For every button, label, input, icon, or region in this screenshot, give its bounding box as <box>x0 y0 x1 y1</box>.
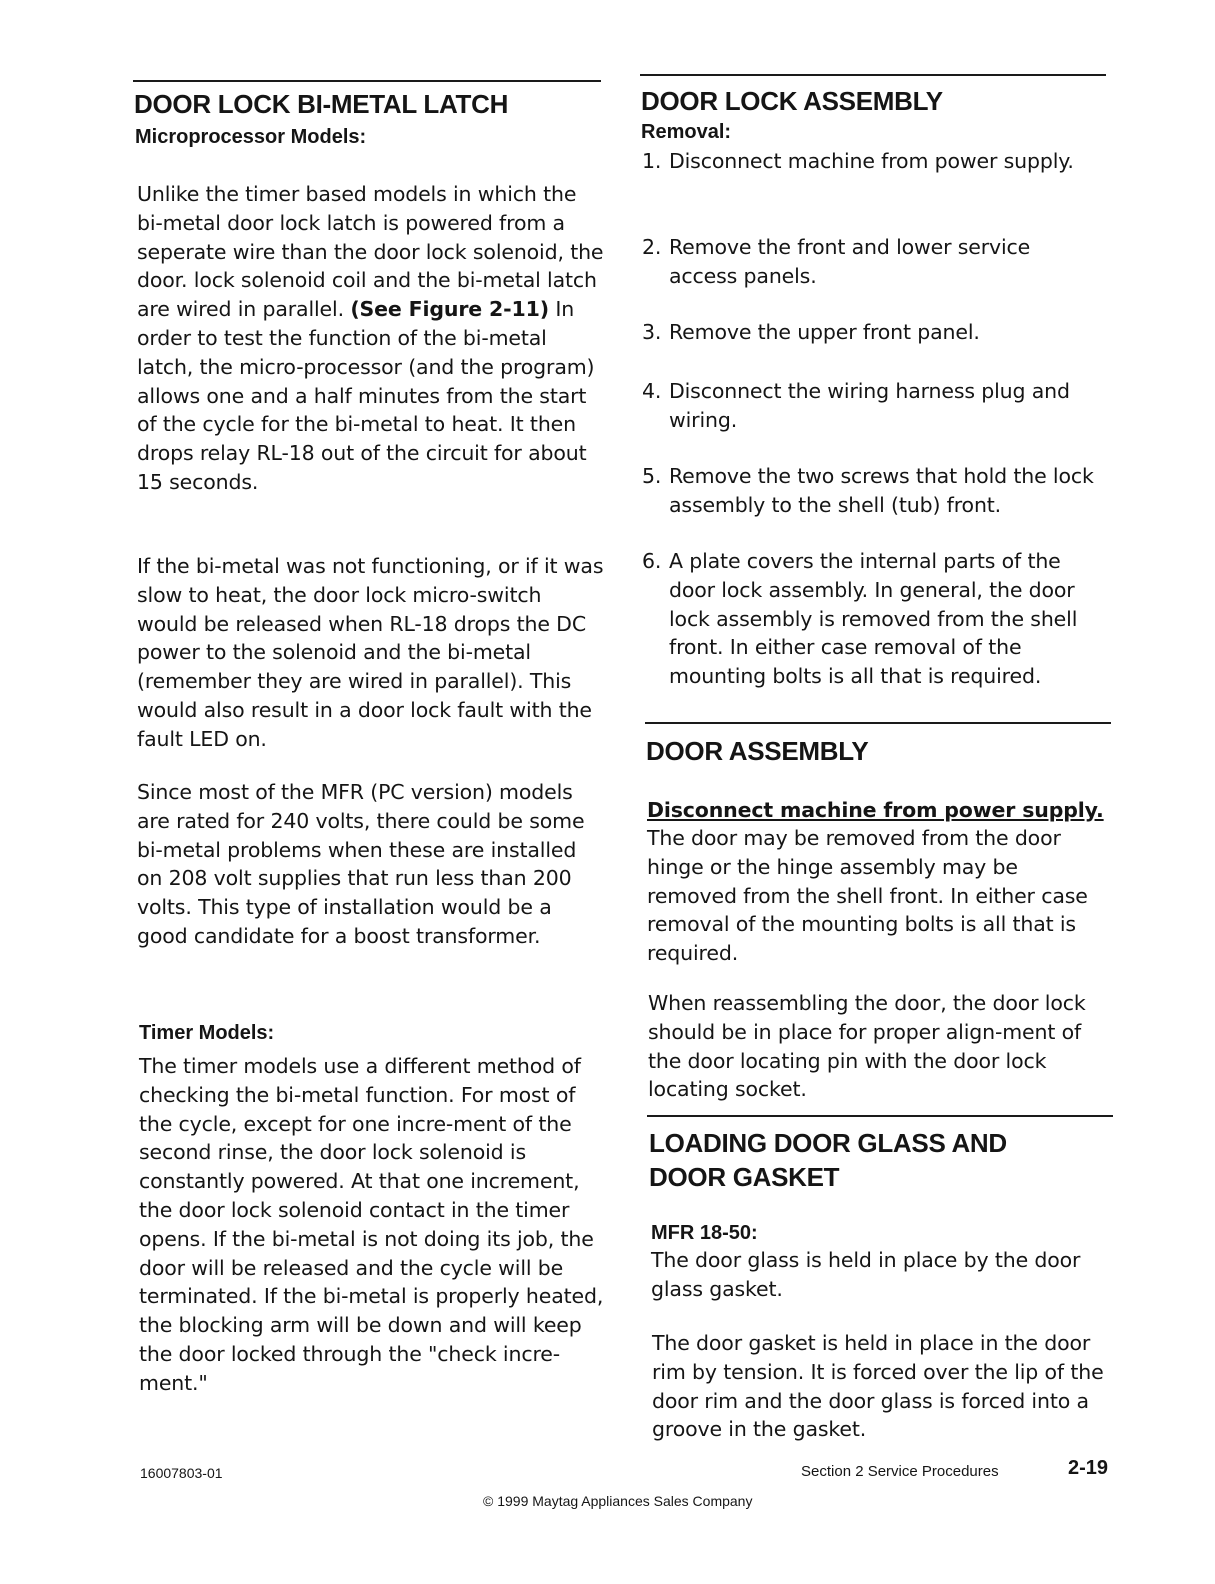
step-5 <box>642 462 1102 520</box>
subheading-microprocessor-models: Microprocessor Models: <box>135 126 367 148</box>
step-text: A plate covers the internal parts of the door lock assembly. In general, the door lock assembly is removed from the shell front. In either case removal of the mounting bolts is all that is required. <box>669 549 1078 689</box>
paragraph-door-gasket: The door gasket is held in place in the door rim by tension. It is forced over the lip of the door rim and the door glass is forced into a groove in the gasket. <box>652 1331 1104 1442</box>
heading-door-assembly: DOOR ASSEMBLY <box>646 736 869 766</box>
paragraph-door-glass: The door glass is held in place by the door glass gasket. <box>651 1248 1081 1301</box>
paragraph-bimetal-intro <box>137 180 607 497</box>
step-6 <box>642 547 1102 691</box>
subheading-timer-models: Timer Models: <box>139 1022 275 1044</box>
footer-page-number: 2-19 <box>1068 1457 1109 1479</box>
step-number: 1. <box>642 149 662 173</box>
step-4 <box>642 377 1092 435</box>
step-2 <box>642 233 1092 291</box>
figure-reference: (See Figure 2-11) <box>350 297 549 322</box>
heading-loading-door-glass-line1: LOADING DOOR GLASS AND <box>649 1128 1007 1158</box>
step-text: Remove the front and lower service access panels. <box>669 235 1031 288</box>
step-number: 5. <box>642 464 662 488</box>
heading-door-lock-assembly: DOOR LOCK ASSEMBLY <box>641 86 943 116</box>
footer-copyright: © 1999 Maytag Appliances Sales Company <box>483 1493 753 1509</box>
paragraph-door-reassembly: When reassembling the door, the door lock should be in place for proper align-ment of the door locating pin with the door lock locating socket. <box>648 991 1086 1102</box>
step-text: Disconnect the wiring harness plug and wiring. <box>669 379 1070 432</box>
step-text: Remove the two screws that hold the lock assembly to the shell (tub) front. <box>669 464 1094 517</box>
right-top-rule <box>640 74 1106 76</box>
step-number: 2. <box>642 235 662 259</box>
step-3 <box>642 318 1092 347</box>
heading-door-lock-bimetal-latch: DOOR LOCK BI-METAL LATCH <box>134 89 509 119</box>
footer-section: Section 2 Service Procedures <box>801 1463 999 1480</box>
paragraph-door-removal: The door may be removed from the door hinge or the hinge assembly may be removed from the shell front. In either case removal of the mounting bolts is all that is required. <box>647 826 1088 966</box>
step-1 <box>642 147 1082 176</box>
step-number: 4. <box>642 379 662 403</box>
warning-text: Disconnect machine from power supply. <box>647 798 1104 822</box>
heading-loading-door-glass-line2: DOOR GASKET <box>649 1162 840 1192</box>
step-text: Disconnect machine from power supply. <box>669 149 1074 173</box>
footer-doc-number: 16007803-01 <box>140 1465 223 1481</box>
step-number: 6. <box>642 549 662 573</box>
paragraph-bimetal-fault: If the bi-metal was not functioning, or if it was slow to heat, the door lock micro-switch would be released when RL-18 drops the DC power to the solenoid and the bi-metal (remember they are wired in parallel). This would also result in a door lock fault with the fault LED on. <box>137 554 604 751</box>
loading-door-glass-rule <box>647 1115 1113 1117</box>
paragraph-bimetal-intro-text: Unlike the timer based models in which the bi-metal door lock latch is powered from a seperate wire than the door lock solenoid, the door. lock solenoid coil and the bi-metal latch are wired in parallel. <box>137 182 604 322</box>
step-number: 3. <box>642 320 662 344</box>
warning-disconnect-power <box>647 796 1113 825</box>
label-mfr-18-50: MFR 18-50: <box>651 1222 758 1244</box>
step-text: Remove the upper front panel. <box>669 320 980 344</box>
paragraph-mfr-voltage: Since most of the MFR (PC version) models are rated for 240 volts, there could be some bi-metal problems when these are installed on 208 volt supplies that run less than 200 volts. This type of installation would be a good candidate for a boost transformer. <box>137 780 585 948</box>
label-removal: Removal: <box>641 121 732 143</box>
paragraph-timer-models: The timer models use a different method of checking the bi-metal function. For most of the cycle, except for one incre-ment of the second rinse, the door lock solenoid is constantly powered. At that one increment, the door lock solenoid contact in the timer opens. If the bi-metal is not doing its job, the door will be released and the cycle will be terminated. If the bi-metal is properly heated, the blocking arm will be down and will keep the door locked through the "check incre-ment." <box>139 1054 604 1395</box>
paragraph-bimetal-intro-cont: In order to test the function of the bi-metal latch, the micro-processor (and the program) allows one and a half minutes from the start of the cycle for the bi-metal to heat. It then drops relay RL-18 out of the circuit for about 15 seconds. <box>137 297 595 494</box>
left-top-rule <box>133 80 601 82</box>
door-assembly-rule <box>645 722 1111 724</box>
